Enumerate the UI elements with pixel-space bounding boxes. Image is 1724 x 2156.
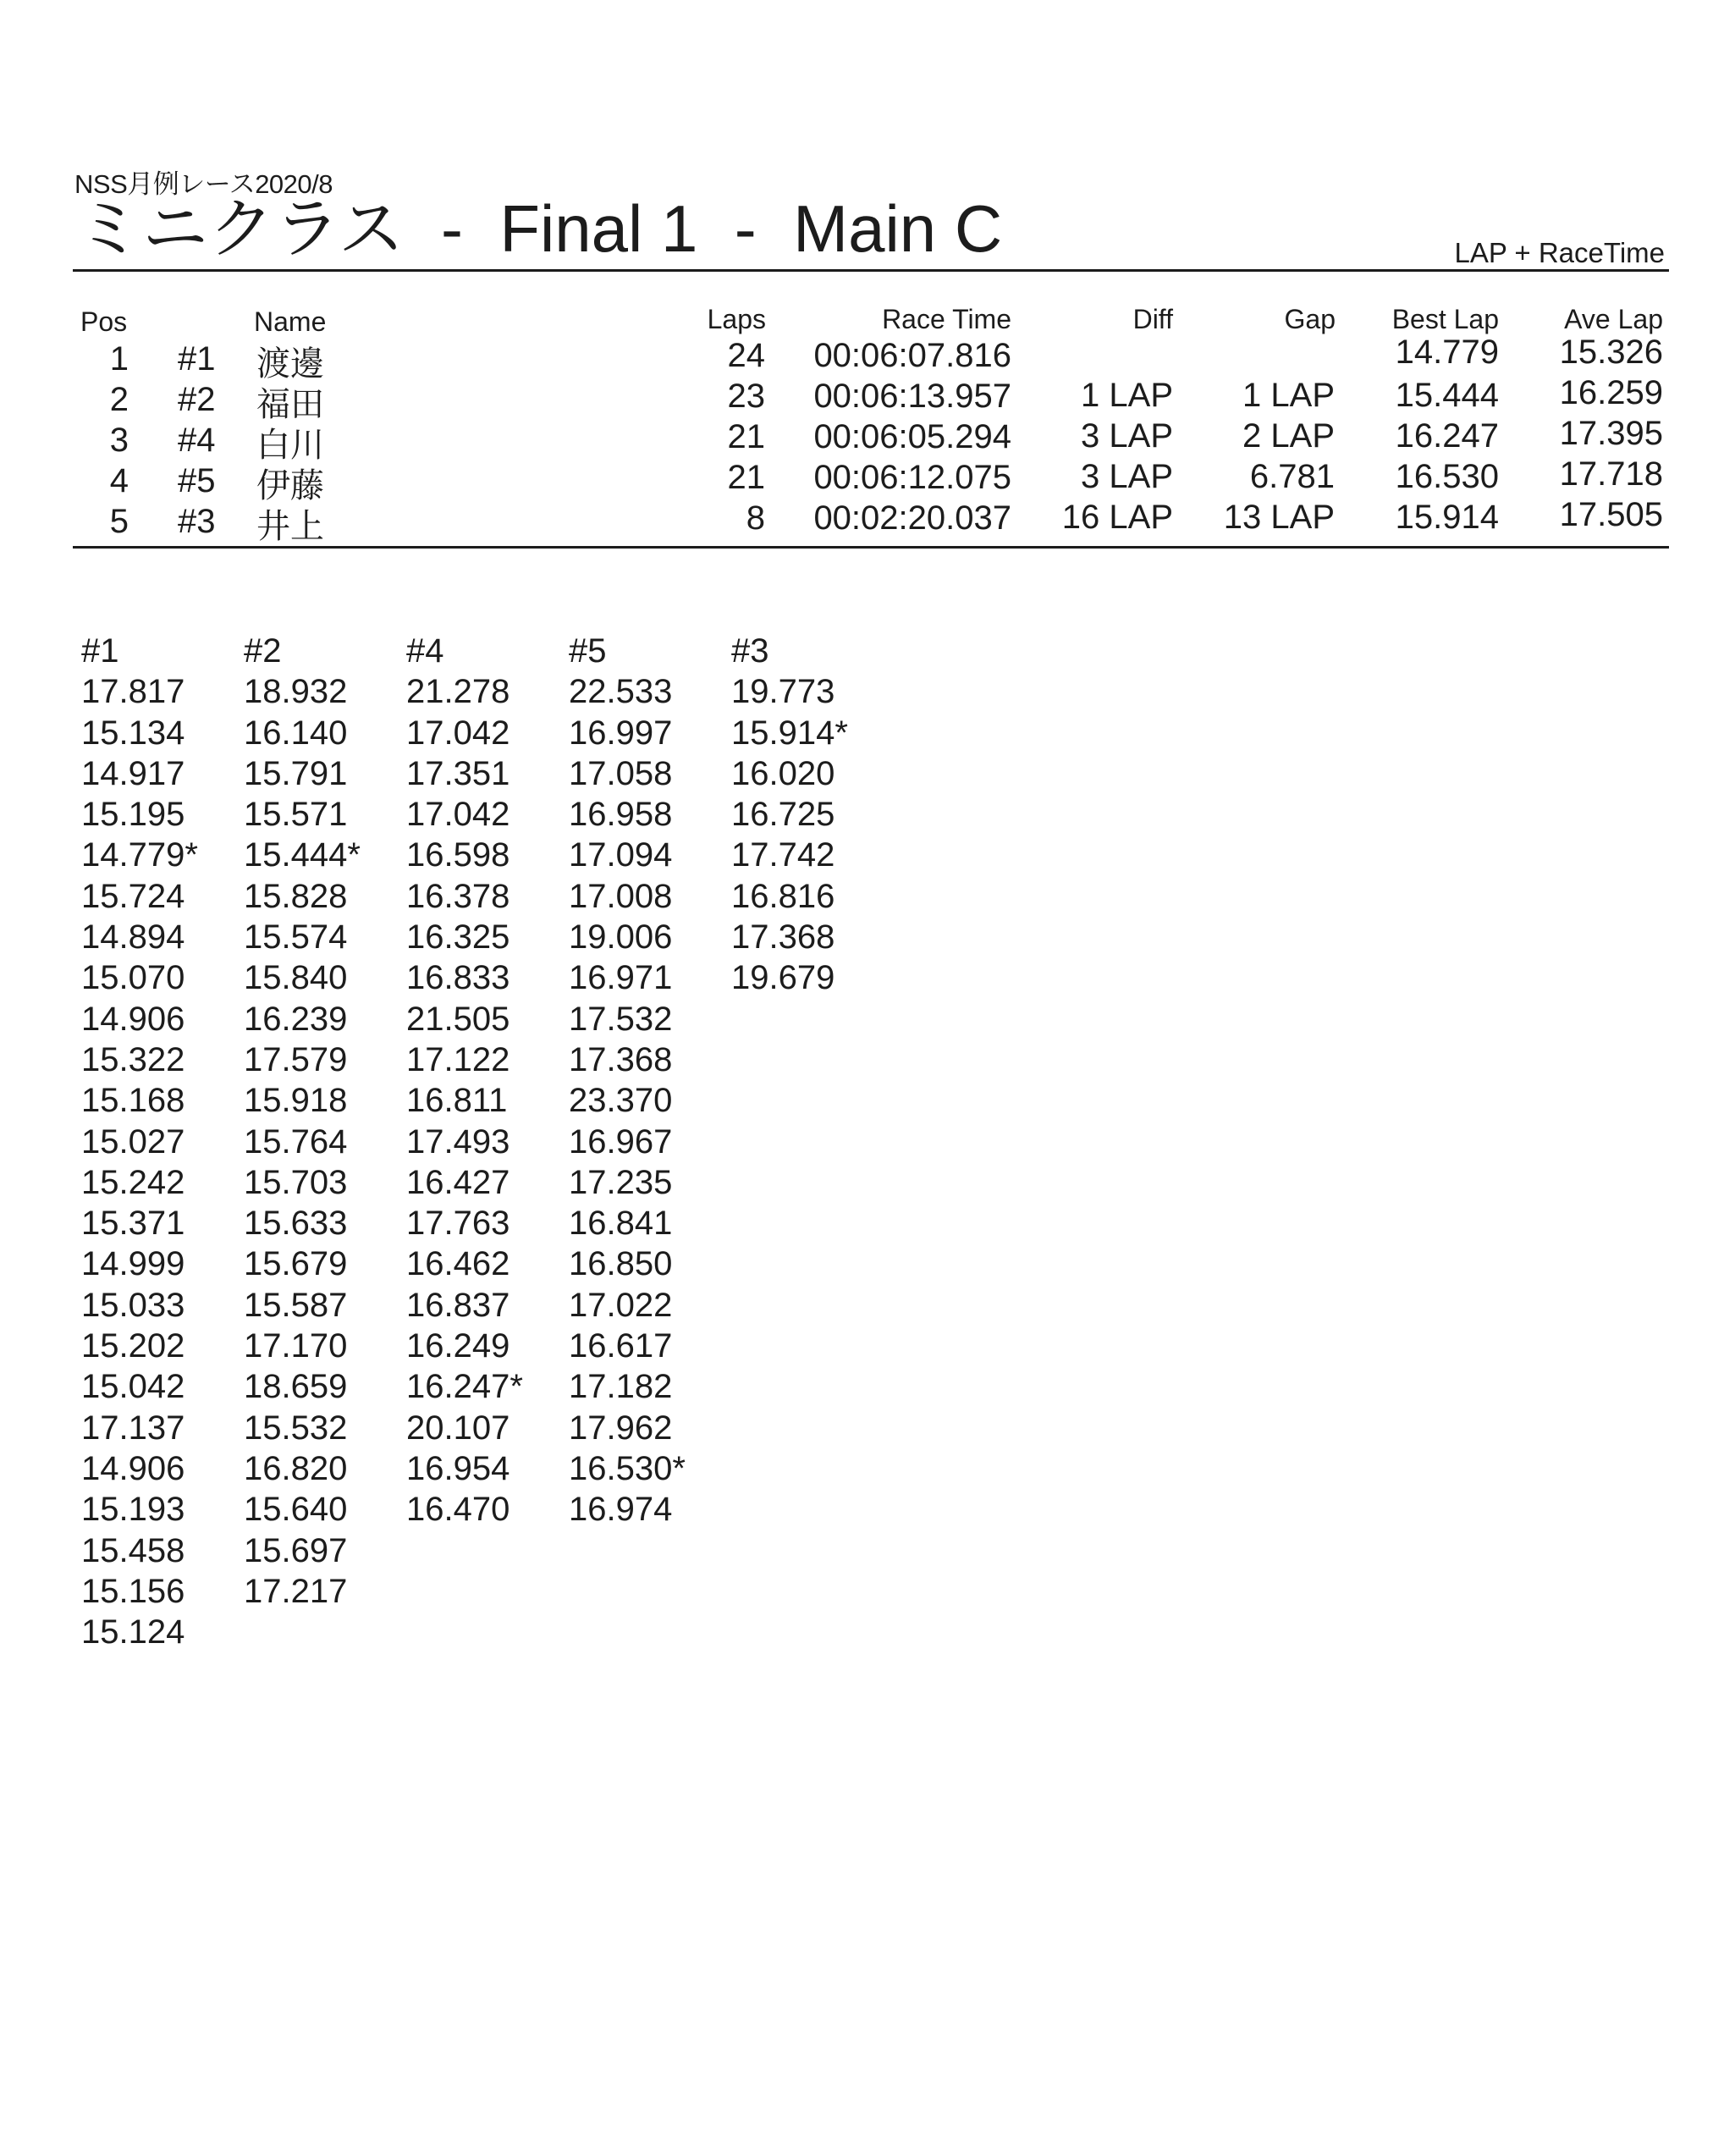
lap-time: 18.932 (244, 673, 348, 711)
col-header-best-lap: Best Lap (1391, 304, 1499, 334)
lap-time: 15.168 (81, 1082, 185, 1120)
result-car-number: #3 (178, 503, 216, 540)
lap-time: 17.137 (81, 1409, 185, 1447)
lap-time: 19.006 (569, 918, 673, 957)
result-ave-lap: 17.395 (1559, 415, 1663, 452)
lap-time: 15.633 (244, 1205, 348, 1243)
col-header-name: Name (254, 306, 327, 337)
lap-time: 16.530* (569, 1449, 686, 1487)
lap-time: 17.962 (569, 1409, 673, 1447)
lap-column-header: #5 (569, 632, 607, 670)
lap-time: 16.958 (569, 796, 673, 834)
lap-time: 16.811 (406, 1082, 508, 1120)
lap-time: 16.247* (406, 1368, 523, 1406)
result-gap: 1 LAP (1242, 377, 1335, 414)
lap-time: 15.070 (81, 959, 185, 997)
lap-time: 16.850 (569, 1245, 673, 1283)
lap-column-header: #2 (244, 632, 282, 670)
lap-time: 15.914* (731, 714, 848, 752)
result-best-lap: 16.530 (1395, 458, 1499, 495)
lap-column (244, 631, 361, 1612)
lap-time: 15.574 (244, 918, 348, 957)
lap-column-header: #4 (406, 632, 444, 670)
lap-time: 14.917 (81, 754, 185, 792)
lap-time: 17.368 (569, 1040, 673, 1078)
lap-time: 15.918 (244, 1082, 348, 1120)
lap-time: 16.974 (569, 1491, 673, 1529)
report-type: LAP + RaceTime (1454, 237, 1665, 268)
lap-time: 15.242 (81, 1163, 185, 1201)
result-race-time: 00:06:05.294 (813, 418, 1011, 455)
lap-time: 16.841 (569, 1205, 673, 1243)
col-header-diff: Diff (1132, 304, 1173, 334)
lap-time: 15.033 (81, 1286, 185, 1324)
result-driver-name: 白川 (256, 427, 324, 464)
lap-time: 15.458 (81, 1531, 185, 1569)
lap-time: 16.833 (406, 959, 510, 997)
lap-time: 19.773 (731, 673, 835, 711)
result-gap: 6.781 (1249, 458, 1335, 495)
lap-time: 14.894 (81, 918, 185, 957)
lap-time: 15.764 (244, 1122, 348, 1161)
lap-time: 22.533 (569, 673, 673, 711)
lap-time: 16.967 (569, 1122, 673, 1161)
lap-time: 15.703 (244, 1163, 348, 1201)
lap-time: 17.235 (569, 1163, 673, 1201)
lap-time: 18.659 (244, 1368, 348, 1406)
result-laps: 24 (727, 337, 765, 374)
result-driver-name: 井上 (256, 508, 324, 545)
lap-time: 15.679 (244, 1245, 348, 1283)
lap-time: 17.493 (406, 1122, 510, 1161)
lap-time: 16.020 (731, 754, 835, 792)
result-car-number: #4 (178, 422, 216, 459)
lap-time: 17.817 (81, 673, 185, 711)
lap-time: 16.462 (406, 1245, 510, 1283)
result-pos: 2 (109, 381, 129, 418)
lap-time: 16.427 (406, 1163, 510, 1201)
lap-time: 15.371 (81, 1205, 185, 1243)
result-race-time: 00:02:20.037 (813, 499, 1011, 537)
lap-time: 15.828 (244, 877, 348, 915)
lap-time: 16.725 (731, 796, 835, 834)
lap-time: 17.042 (406, 796, 510, 834)
lap-time: 17.763 (406, 1205, 510, 1243)
result-ave-lap: 16.259 (1559, 374, 1663, 411)
lap-time: 16.954 (406, 1449, 510, 1487)
result-laps: 21 (727, 459, 765, 496)
lap-time: 20.107 (406, 1409, 510, 1447)
lap-column (406, 631, 523, 1530)
lap-column (81, 631, 198, 1652)
lap-time: 16.470 (406, 1491, 510, 1529)
lap-time: 16.971 (569, 959, 673, 997)
result-driver-name: 渡邊 (256, 345, 324, 383)
col-header-ave-lap: Ave Lap (1564, 304, 1663, 334)
results-divider (73, 546, 1669, 549)
result-laps: 23 (727, 378, 765, 415)
col-header-race-time: Race Time (882, 304, 1011, 334)
result-pos: 5 (109, 503, 129, 540)
lap-time: 15.134 (81, 714, 185, 752)
result-car-number: #1 (178, 340, 216, 378)
lap-time: 17.042 (406, 714, 510, 752)
lap-time: 16.837 (406, 1286, 510, 1324)
result-best-lap: 16.247 (1395, 417, 1499, 455)
result-race-time: 00:06:07.816 (813, 337, 1011, 374)
race-title: ミニクラス - Final 1 - Main C (76, 191, 1003, 266)
lap-time: 16.816 (731, 877, 835, 915)
lap-time: 16.249 (406, 1327, 510, 1365)
result-ave-lap: 15.326 (1559, 334, 1663, 371)
lap-time: 15.697 (244, 1531, 348, 1569)
lap-time: 17.532 (569, 1000, 673, 1038)
lap-time: 17.217 (244, 1572, 348, 1610)
result-ave-lap: 17.505 (1559, 496, 1663, 533)
header-divider (73, 269, 1669, 272)
col-header-gap: Gap (1284, 304, 1336, 334)
lap-time: 23.370 (569, 1082, 673, 1120)
result-pos: 4 (109, 462, 129, 499)
lap-time: 15.444* (244, 836, 361, 874)
result-best-lap: 15.914 (1395, 499, 1499, 536)
lap-time: 15.840 (244, 959, 348, 997)
lap-time: 21.505 (406, 1000, 510, 1038)
lap-time: 17.058 (569, 754, 673, 792)
event-name: NSS月例レース2020/8 (74, 169, 333, 199)
result-diff: 16 LAP (1061, 499, 1173, 536)
result-diff: 1 LAP (1081, 377, 1173, 414)
lap-time: 19.679 (731, 959, 835, 997)
lap-time: 15.724 (81, 877, 185, 915)
lap-time: 16.378 (406, 877, 510, 915)
lap-time: 14.906 (81, 1449, 185, 1487)
lap-time: 17.022 (569, 1286, 673, 1324)
result-laps: 8 (746, 499, 765, 537)
lap-column-header: #1 (81, 632, 119, 670)
lap-time: 17.579 (244, 1040, 348, 1078)
lap-time: 16.140 (244, 714, 348, 752)
lap-time: 16.997 (569, 714, 673, 752)
lap-time: 17.182 (569, 1368, 673, 1406)
lap-time: 17.122 (406, 1040, 510, 1078)
result-car-number: #5 (178, 462, 216, 499)
result-pos: 3 (109, 422, 129, 459)
lap-time: 14.906 (81, 1000, 185, 1038)
lap-column (731, 631, 848, 999)
lap-time: 21.278 (406, 673, 510, 711)
lap-time: 16.820 (244, 1449, 348, 1487)
lap-time: 14.999 (81, 1245, 185, 1283)
result-diff: 3 LAP (1081, 458, 1173, 495)
lap-time: 16.598 (406, 836, 510, 874)
lap-time: 17.351 (406, 754, 510, 792)
lap-time: 14.779* (81, 836, 198, 874)
lap-time: 16.617 (569, 1327, 673, 1365)
col-header-laps: Laps (707, 304, 766, 334)
lap-time: 15.193 (81, 1491, 185, 1529)
lap-time: 17.094 (569, 836, 673, 874)
lap-time: 15.124 (81, 1613, 185, 1651)
lap-time: 16.239 (244, 1000, 348, 1038)
lap-time: 15.791 (244, 754, 348, 792)
lap-column-header: #3 (731, 632, 769, 670)
lap-time: 17.368 (731, 918, 835, 957)
lap-time: 17.008 (569, 877, 673, 915)
result-pos: 1 (109, 340, 129, 378)
lap-time: 15.571 (244, 796, 348, 834)
lap-time: 17.742 (731, 836, 835, 874)
result-race-time: 00:06:13.957 (813, 378, 1011, 415)
result-gap: 13 LAP (1223, 499, 1335, 536)
lap-time: 15.042 (81, 1368, 185, 1406)
lap-time: 15.587 (244, 1286, 348, 1324)
result-ave-lap: 17.718 (1559, 455, 1663, 493)
col-header-pos: Pos (80, 306, 128, 337)
lap-column (569, 631, 686, 1530)
lap-time: 15.202 (81, 1327, 185, 1365)
result-race-time: 00:06:12.075 (813, 459, 1011, 496)
lap-time: 15.195 (81, 796, 185, 834)
result-best-lap: 14.779 (1395, 334, 1499, 371)
result-diff: 3 LAP (1081, 417, 1173, 455)
lap-time: 17.170 (244, 1327, 348, 1365)
lap-time: 15.640 (244, 1491, 348, 1529)
result-gap: 2 LAP (1242, 417, 1335, 455)
lap-time: 15.532 (244, 1409, 348, 1447)
result-laps: 21 (727, 418, 765, 455)
lap-time: 16.325 (406, 918, 510, 957)
result-car-number: #2 (178, 381, 216, 418)
lap-time: 15.027 (81, 1122, 185, 1161)
lap-time: 15.322 (81, 1040, 185, 1078)
result-best-lap: 15.444 (1395, 377, 1499, 414)
lap-time: 15.156 (81, 1572, 185, 1610)
result-driver-name: 伊藤 (256, 467, 324, 505)
result-driver-name: 福田 (256, 386, 324, 423)
